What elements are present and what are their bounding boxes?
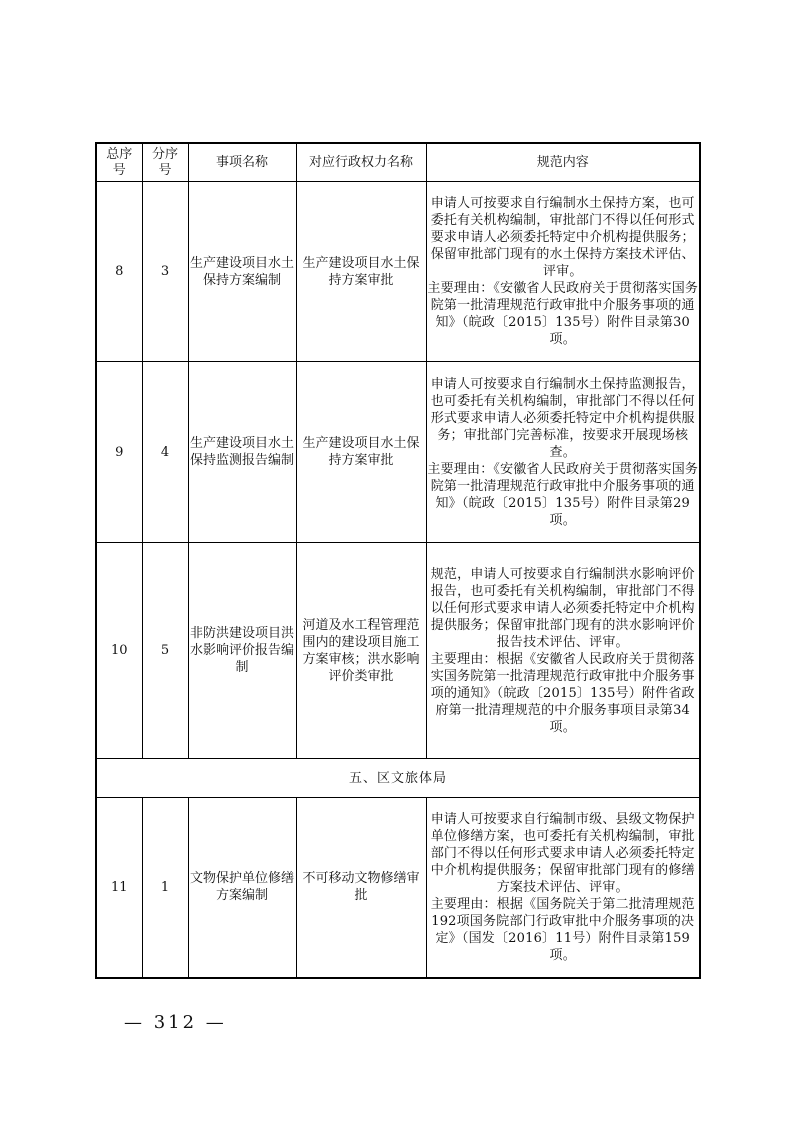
- power-name-cell: 不可移动文物修缮审批: [296, 798, 426, 978]
- sub-no-cell: 4: [142, 362, 188, 543]
- header-content: 规范内容: [426, 143, 700, 182]
- power-name-cell: 生产建设项目水土保持方案审批: [296, 362, 426, 543]
- header-item-name: 事项名称: [188, 143, 296, 182]
- total-no-cell: 11: [96, 798, 142, 978]
- table-row: [96, 182, 700, 362]
- sub-no-cell: 3: [142, 182, 188, 362]
- table-row: [96, 362, 700, 543]
- reason-text: 主要理由：《安徽省人民政府关于贯彻落实国务院第一批清理规范行政审批中介服务事项的通知》（皖政〔2015〕135号）附件目录第29项。: [427, 461, 699, 528]
- regulation-table: [95, 142, 701, 979]
- content-text: 申请人可按要求自行编制市级、县级文物保护单位修缮方案，也可委托有关机构编制，审批部门不得以任何形式要求申请人必须委托特定中介机构提供服务；保留审批部门现有的修缮方案技术评估、评审。: [430, 811, 695, 895]
- item-name-cell: 生产建设项目水土保持监测报告编制: [188, 362, 296, 543]
- reason-text: 主要理由：根据《安徽省人民政府关于贯彻落实国务院第一批清理规范行政审批中介服务事项的通知》（皖政〔2015〕135号）附件省政府第一批清理规范的中介服务事项目录第34项。: [430, 651, 695, 735]
- header-sub-no: 分序 号: [142, 143, 188, 182]
- section-title: 五、区文旅体局: [96, 759, 700, 798]
- content-cell: [426, 543, 700, 759]
- content-text: 规范，申请人可按要求自行编制洪水影响评价报告，也可委托有关机构编制，审批部门不得以任何形式要求申请人必须委托特定中介机构提供服务；保留审批部门现有的洪水影响评价报告技术评估、评审。: [430, 566, 695, 650]
- power-name-cell: 河道及水工程管理范围内的建设项目施工方案审核；洪水影响评价类审批: [296, 543, 426, 759]
- table-header-row: [96, 143, 700, 182]
- power-name-cell: 生产建设项目水土保持方案审批: [296, 182, 426, 362]
- sub-no-cell: 5: [142, 543, 188, 759]
- content-text: 申请人可按要求自行编制水土保持方案，也可委托有关机构编制，审批部门不得以任何形式要求申请人必须委托特定中介机构提供服务；保留审批部门现有的水土保持方案技术评估、评审。: [430, 196, 695, 279]
- total-no-cell: 10: [96, 543, 142, 759]
- content-cell: [426, 798, 700, 978]
- sub-no-cell: 1: [142, 798, 188, 978]
- reason-text: 主要理由：《安徽省人民政府关于贯彻落实国务院第一批清理规范行政审批中介服务事项的通知》（皖政〔2015〕135号）附件目录第30项。: [427, 281, 699, 347]
- reason-text: 主要理由：根据《国务院关于第二批清理规范192项国务院部门行政审批中介服务事项的决定》（国发〔2016〕11号）附件目录第159项。: [430, 896, 695, 963]
- page-number: — 312 —: [124, 1012, 227, 1033]
- item-name-cell: 文物保护单位修缮方案编制: [188, 798, 296, 978]
- table-row: [96, 798, 700, 978]
- content-text: 申请人可按要求自行编制水土保持监测报告，也可委托有关机构编制，审批部门不得以任何形式要求申请人必须委托特定中介机构提供服务；审批部门完善标准，按要求开展现场核查。: [430, 376, 695, 460]
- total-no-cell: 8: [96, 182, 142, 362]
- table-row: [96, 543, 700, 759]
- header-power-name: 对应行政权力名称: [296, 143, 426, 182]
- content-cell: [426, 362, 700, 543]
- header-total-no: 总序 号: [96, 143, 142, 182]
- item-name-cell: 非防洪建设项目洪水影响评价报告编制: [188, 543, 296, 759]
- content-cell: [426, 182, 700, 362]
- section-row: [96, 759, 700, 798]
- item-name-cell: 生产建设项目水土保持方案编制: [188, 182, 296, 362]
- total-no-cell: 9: [96, 362, 142, 543]
